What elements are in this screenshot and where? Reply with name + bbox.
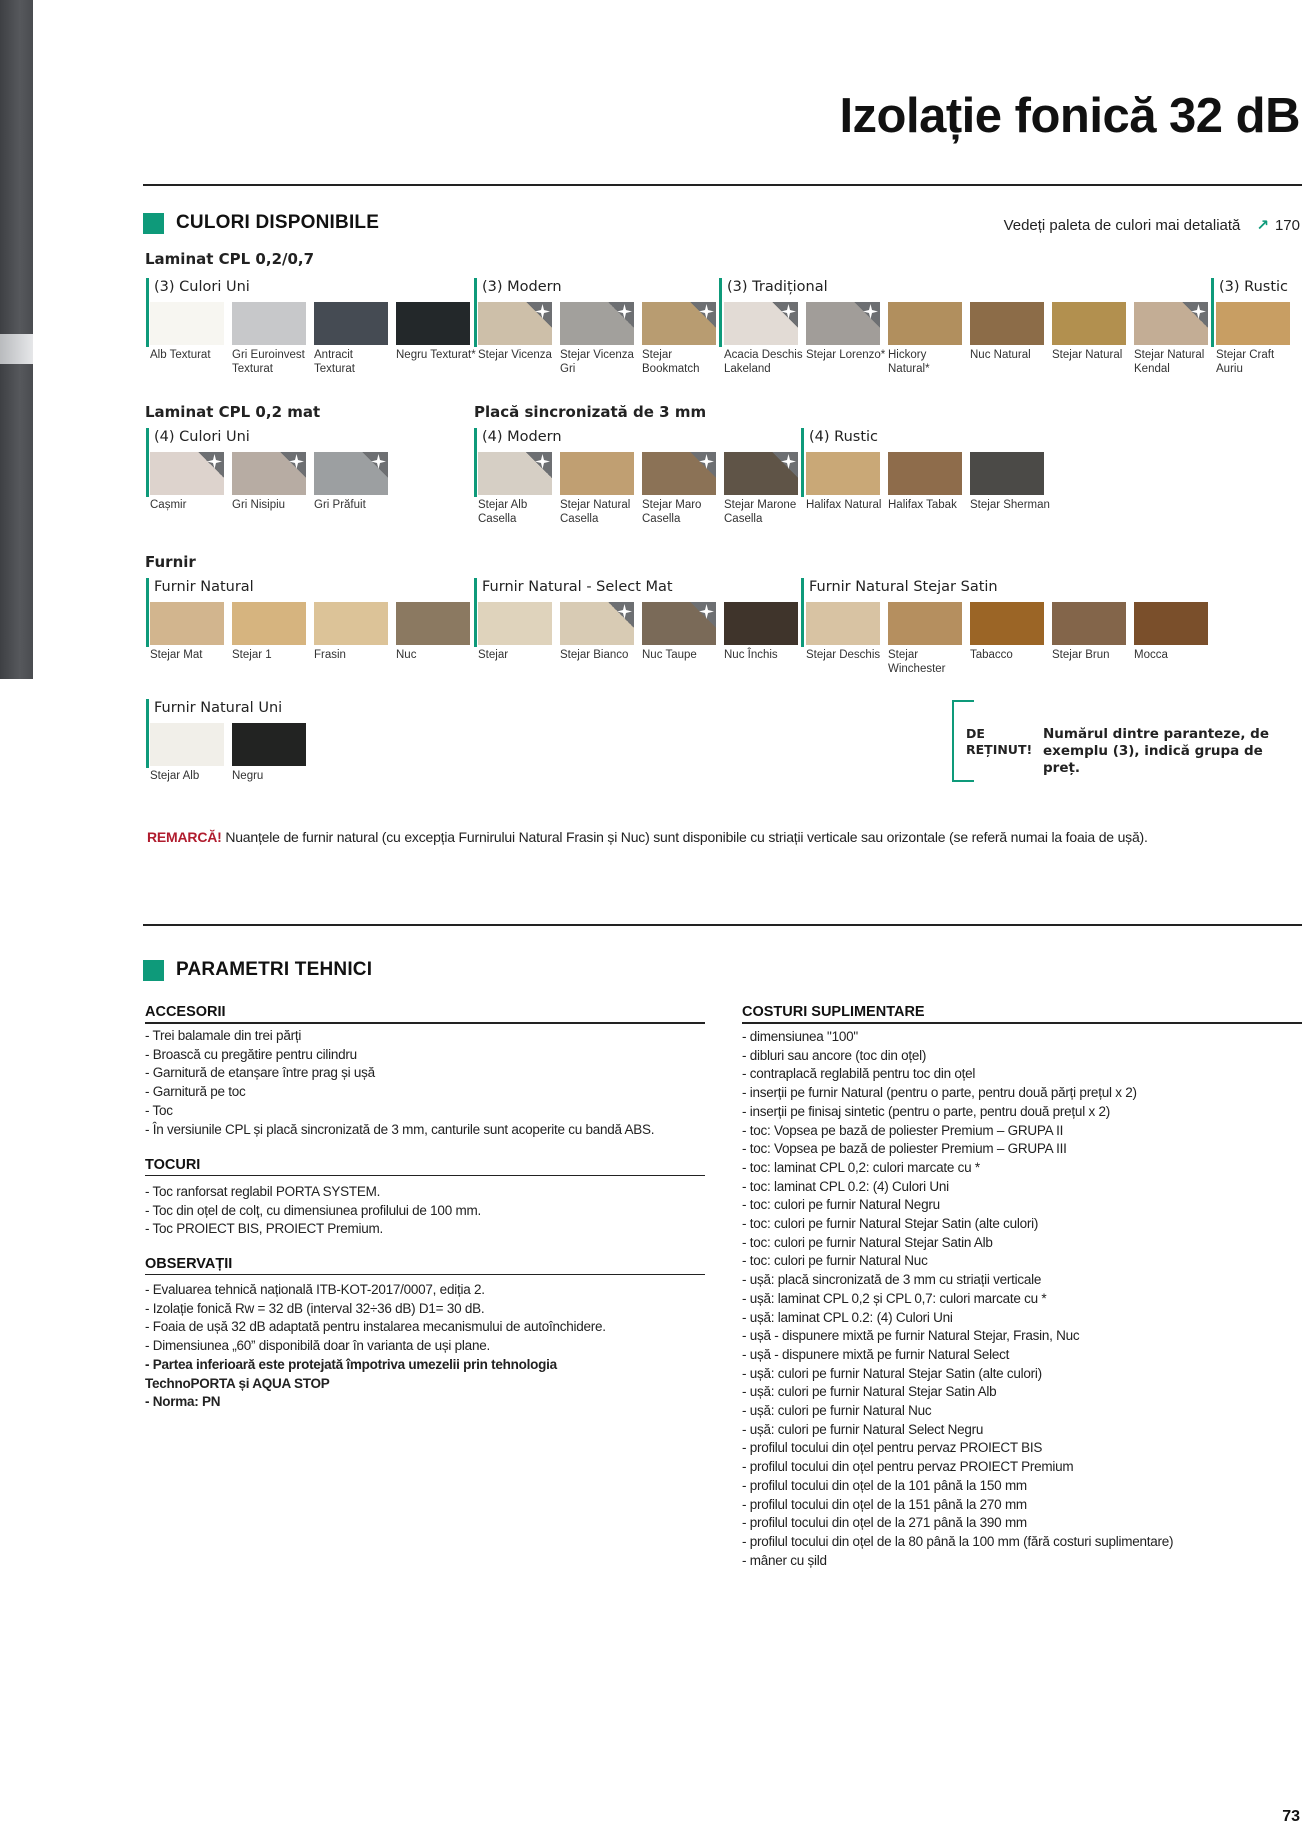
color-swatch-gri-nisipiu bbox=[232, 452, 306, 495]
list-accesorii bbox=[145, 1027, 654, 1139]
color-swatch-stejar-craft-auriu bbox=[1216, 302, 1290, 345]
list-observatii bbox=[145, 1281, 606, 1412]
subhead-placa: Placă sincronizată de 3 mm bbox=[474, 403, 707, 421]
group-label-furnir-select: Furnir Natural - Select Mat bbox=[474, 578, 673, 597]
swatch-caption: Stejar Brun bbox=[1052, 649, 1110, 661]
color-swatch-halifax-natural bbox=[806, 452, 880, 495]
list-item: - profilul tocului din oțel de la 271 până la 390 mm bbox=[742, 1515, 1027, 1531]
swatch-caption: Stejar Bianco bbox=[560, 649, 629, 661]
sparkle-icon bbox=[608, 302, 634, 328]
group-bar bbox=[719, 297, 722, 347]
color-swatch-acacia-deschis-lakeland bbox=[724, 302, 798, 345]
list-item: - Evaluarea tehnică națională ITB-KOT-2017/0007, ediția 2. bbox=[145, 1282, 485, 1297]
swatch-caption: Stejar Winchester bbox=[888, 649, 946, 675]
list-item: - Foaia de ușă 32 dB adaptată pentru instalarea mecanismului de autoînchidere. bbox=[145, 1319, 606, 1335]
group-bar bbox=[474, 297, 477, 347]
list-item: - toc: culori pe furnir Natural Negru bbox=[742, 1197, 940, 1213]
top-divider bbox=[143, 184, 1302, 186]
list-item-bold: - Partea inferioară este protejată împotriva umezelii prin tehnologia bbox=[145, 1356, 557, 1372]
list-item: - Garnitură de etanșare între prag și ușă bbox=[145, 1065, 375, 1081]
color-swatch-stejar-bookmatch bbox=[642, 302, 716, 345]
swatch-caption: Nuc Taupe bbox=[642, 649, 697, 661]
list-item: - Izolație fonică Rw = 32 dB (interval 32÷36 dB) D1= 30 dB. bbox=[145, 1300, 485, 1316]
list-item: - Toc bbox=[145, 1102, 173, 1118]
heading-accesorii: ACCESORII bbox=[145, 1004, 705, 1024]
sparkle-icon bbox=[690, 452, 716, 478]
color-swatch-stejar bbox=[478, 602, 552, 645]
swatch-caption: Nuc Închis bbox=[724, 649, 778, 661]
subhead-laminat-mat: Laminat CPL 0,2 mat bbox=[145, 403, 321, 421]
list-costuri bbox=[742, 1028, 1173, 1570]
palette-link-text[interactable]: Vedeți paleta de culori mai detaliată bbox=[1003, 216, 1241, 234]
list-item: - toc: laminat CPL 0,2: culori marcate cu * bbox=[742, 1159, 980, 1175]
note-label-line: DE bbox=[966, 726, 985, 741]
swatch-caption: Halifax Tabak bbox=[888, 499, 957, 511]
swatch-caption: Stejar Lorenzo* bbox=[806, 349, 886, 361]
color-swatch-alb-texturat bbox=[150, 302, 224, 345]
note-label bbox=[966, 726, 1032, 758]
color-swatch-stejar-sherman bbox=[970, 452, 1044, 495]
swatch-caption: Alb Texturat bbox=[150, 349, 211, 361]
swatch-caption: Stejar Alb Casella bbox=[478, 499, 528, 525]
subhead-laminat-cpl: Laminat CPL 0,2/0,7 bbox=[145, 250, 315, 268]
list-item-bold: - Norma: PN bbox=[145, 1394, 221, 1410]
swatch-caption: Tabacco bbox=[970, 649, 1013, 661]
sparkle-icon bbox=[526, 302, 552, 328]
square-bullet-icon bbox=[143, 213, 164, 234]
color-swatch-stejar-winchester bbox=[888, 602, 962, 645]
heading-tocuri: TOCURI bbox=[145, 1157, 705, 1176]
swatch-caption: Stejar Alb bbox=[150, 770, 200, 782]
page-title: Izolație fonică 32 dB bbox=[839, 89, 1300, 143]
list-item: - profilul tocului din oțel de la 80 până la 100 mm (fără costuri suplimentare) bbox=[742, 1533, 1174, 1549]
list-item: - profilul tocului din oțel pentru pervaz PROIECT BIS bbox=[742, 1440, 1043, 1456]
group-bar bbox=[146, 597, 149, 647]
list-item: - profilul tocului din oțel de la 151 până la 270 mm bbox=[742, 1496, 1027, 1512]
swatch-caption: Stejar Craft Auriu bbox=[1216, 349, 1275, 375]
section-heading-tech bbox=[143, 959, 372, 981]
list-item: - ușă: laminat CPL 0,2 și CPL 0,7: culori marcate cu * bbox=[742, 1290, 1047, 1306]
color-swatch-halifax-tabak bbox=[888, 452, 962, 495]
list-item: - profilul tocului din oțel de la 101 până la 150 mm bbox=[742, 1477, 1027, 1493]
swatch-caption: Halifax Natural bbox=[806, 499, 882, 511]
swatch-caption: Hickory Natural* bbox=[888, 349, 930, 375]
sparkle-icon bbox=[772, 302, 798, 328]
color-swatch-stejar-vicenza-gri bbox=[560, 302, 634, 345]
color-swatch-stejar-alb-casella bbox=[478, 452, 552, 495]
swatch-caption: Stejar Natural bbox=[1052, 349, 1123, 361]
color-swatch-mocca bbox=[1134, 602, 1208, 645]
group-label-furnir-satin: Furnir Natural Stejar Satin bbox=[801, 578, 998, 597]
color-swatch-stejar-lorenzo bbox=[806, 302, 880, 345]
section-heading-text: CULORI DISPONIBILE bbox=[176, 212, 380, 233]
swatch-caption: Stejar bbox=[478, 649, 509, 661]
color-swatch-stejar-mat bbox=[150, 602, 224, 645]
palette-link-page[interactable]: 170 bbox=[1274, 216, 1300, 234]
swatch-caption: Gri Nisipiu bbox=[232, 499, 286, 511]
list-item: - toc: Vopsea pe bază de poliester Premium – GRUPA III bbox=[742, 1141, 1067, 1157]
group-bar bbox=[146, 718, 149, 768]
swatch-caption: Nuc Natural bbox=[970, 349, 1031, 361]
sparkle-icon bbox=[280, 452, 306, 478]
swatch-caption: Stejar Mat bbox=[150, 649, 203, 661]
color-swatch-stejar-natural bbox=[1052, 302, 1126, 345]
swatch-caption: Stejar Sherman bbox=[970, 499, 1050, 511]
group-label-culori-uni-mat: (4) Culori Uni bbox=[146, 428, 250, 447]
swatch-caption: Antracit Texturat bbox=[314, 349, 355, 375]
group-label-modern: (3) Modern bbox=[474, 278, 562, 297]
list-item: - toc: culori pe furnir Natural Nuc bbox=[742, 1253, 928, 1269]
section-heading-text: PARAMETRI TEHNICI bbox=[176, 959, 373, 980]
color-swatch-stejar-natural-kendal bbox=[1134, 302, 1208, 345]
mid-divider bbox=[143, 924, 1302, 926]
list-item: - toc: culori pe furnir Natural Stejar Satin (alte culori) bbox=[742, 1216, 1039, 1232]
sparkle-icon bbox=[608, 602, 634, 628]
group-label-placa-modern: (4) Modern bbox=[474, 428, 562, 447]
list-item: - dimensiunea "100" bbox=[742, 1029, 858, 1044]
group-label-rustic: (3) Rustic bbox=[1211, 278, 1288, 297]
color-swatch-negru-texturat bbox=[396, 302, 470, 345]
list-item: - dibluri sau ancore (toc din oțel) bbox=[742, 1047, 927, 1063]
sparkle-icon bbox=[526, 452, 552, 478]
sparkle-icon bbox=[690, 302, 716, 328]
group-bar bbox=[801, 447, 804, 497]
color-swatch-stejar-alb bbox=[150, 723, 224, 766]
list-item: - Broască cu pregătire pentru cilindru bbox=[145, 1046, 357, 1062]
list-item: - ușă - dispunere mixtă pe furnir Natural Select bbox=[742, 1346, 1010, 1362]
swatch-caption: Stejar Maro Casella bbox=[642, 499, 702, 525]
color-swatch-casmir bbox=[150, 452, 224, 495]
list-item: - toc: laminat CPL 0.2: (4) Culori Uni bbox=[742, 1178, 949, 1194]
color-swatch-stejar-maro-casella bbox=[642, 452, 716, 495]
remark-text: Nuanțele de furnir natural (cu excepția Furnirului Natural Frasin și Nuc) sunt disponibile cu striații verticale sau orizontale (se referă numai la foaia de ușă). bbox=[221, 829, 1148, 845]
group-label-furnir-uni: Furnir Natural Uni bbox=[146, 699, 282, 718]
group-bar bbox=[1211, 297, 1214, 347]
swatch-caption: Gri Prăfuit bbox=[314, 499, 366, 511]
color-swatch-nuc-natural bbox=[970, 302, 1044, 345]
heading-observatii: OBSERVAȚII bbox=[145, 1256, 705, 1275]
list-item: - Trei balamale din trei părți bbox=[145, 1028, 302, 1043]
swatch-caption: Stejar 1 bbox=[232, 649, 272, 661]
sparkle-icon bbox=[854, 302, 880, 328]
swatch-caption: Mocca bbox=[1134, 649, 1168, 661]
group-bar bbox=[801, 597, 804, 647]
group-label-placa-rustic: (4) Rustic bbox=[801, 428, 878, 447]
list-item: - Toc PROIECT BIS, PROIECT Premium. bbox=[145, 1221, 384, 1237]
side-edge-notch bbox=[0, 334, 33, 364]
group-bar bbox=[146, 447, 149, 497]
list-item: - profilul tocului din oțel pentru pervaz PROIECT Premium bbox=[742, 1459, 1074, 1475]
color-swatch-antracit-texturat bbox=[314, 302, 388, 345]
color-swatch-tabacco bbox=[970, 602, 1044, 645]
list-item-bold: TechnoPORTA și AQUA STOP bbox=[145, 1375, 330, 1391]
color-swatch-nuc-inchis bbox=[724, 602, 798, 645]
sparkle-icon bbox=[1182, 302, 1208, 328]
heading-costuri: COSTURI SUPLIMENTARE bbox=[742, 1004, 1302, 1024]
sparkle-icon bbox=[690, 602, 716, 628]
color-swatch-nuc bbox=[396, 602, 470, 645]
color-swatch-gri-euroinvest-texturat bbox=[232, 302, 306, 345]
list-item: - inserții pe furnir Natural (pentru o parte, pentru două părți prețul x 2) bbox=[742, 1085, 1137, 1101]
swatch-caption: Negru Texturat* bbox=[396, 349, 476, 361]
list-item: - ușă: culori pe furnir Natural Select Negru bbox=[742, 1421, 984, 1437]
color-swatch-stejar-brun bbox=[1052, 602, 1126, 645]
list-tocuri bbox=[145, 1183, 481, 1239]
sparkle-icon bbox=[198, 452, 224, 478]
group-bar bbox=[474, 447, 477, 497]
palette-link[interactable] bbox=[1004, 216, 1300, 234]
swatch-caption: Stejar Natural Kendal bbox=[1134, 349, 1205, 375]
swatch-caption: Gri Euroinvest Texturat bbox=[232, 349, 305, 375]
remark-label: REMARCĂ! bbox=[147, 829, 222, 845]
sparkle-icon bbox=[362, 452, 388, 478]
subhead-furnir: Furnir bbox=[145, 553, 196, 571]
swatch-caption: Negru bbox=[232, 770, 264, 782]
swatch-caption: Nuc bbox=[396, 649, 417, 661]
color-swatch-gri-prafuit bbox=[314, 452, 388, 495]
swatch-caption: Stejar Vicenza bbox=[478, 349, 552, 361]
list-item: - ușă: culori pe furnir Natural Stejar Satin Alb bbox=[742, 1384, 997, 1400]
group-bar bbox=[146, 297, 149, 347]
group-bar bbox=[474, 597, 477, 647]
color-swatch-stejar-deschis bbox=[806, 602, 880, 645]
swatch-caption: Stejar Deschis bbox=[806, 649, 881, 661]
section-heading-colors bbox=[143, 212, 379, 234]
color-swatch-hickory-natural bbox=[888, 302, 962, 345]
list-item: - ușă - dispunere mixtă pe furnir Natural Stejar, Frasin, Nuc bbox=[742, 1328, 1080, 1344]
remark bbox=[147, 829, 1148, 845]
square-bullet-icon bbox=[143, 960, 164, 981]
color-swatch-stejar-vicenza bbox=[478, 302, 552, 345]
swatch-caption: Stejar Vicenza Gri bbox=[560, 349, 634, 375]
sparkle-icon bbox=[772, 452, 798, 478]
list-item: - inserții pe finisaj sintetic (pentru o parte, pentru două prețul x 2) bbox=[742, 1103, 1110, 1119]
list-item: - Dimensiunea „60” disponibilă doar în varianta de uși plane. bbox=[145, 1338, 490, 1354]
list-item: - Toc ranforsat reglabil PORTA SYSTEM. bbox=[145, 1184, 381, 1199]
list-item: - ușă: laminat CPL 0.2: (4) Culori Uni bbox=[742, 1309, 953, 1325]
list-item: - toc: culori pe furnir Natural Stejar Satin Alb bbox=[742, 1234, 993, 1250]
page-number: 73 bbox=[1282, 1808, 1300, 1825]
color-swatch-negru bbox=[232, 723, 306, 766]
group-label-furnir-natural: Furnir Natural bbox=[146, 578, 254, 597]
swatch-caption: Stejar Marone Casella bbox=[724, 499, 797, 525]
list-item: - Garnitură pe toc bbox=[145, 1084, 246, 1100]
color-swatch-stejar-1 bbox=[232, 602, 306, 645]
swatch-caption: Frasin bbox=[314, 649, 346, 661]
color-swatch-stejar-marone-casella bbox=[724, 452, 798, 495]
side-edge-bar bbox=[0, 0, 33, 679]
swatch-caption: Stejar Natural Casella bbox=[560, 499, 631, 525]
list-item: - contraplacă reglabilă pentru toc din oțel bbox=[742, 1066, 976, 1082]
note-label-line: REȚINUT! bbox=[966, 742, 1033, 757]
list-item: - ușă: placă sincronizată de 3 mm cu striații verticale bbox=[742, 1272, 1042, 1288]
swatch-caption: Acacia Deschis Lakeland bbox=[724, 349, 803, 375]
group-label-culori-uni: (3) Culori Uni bbox=[146, 278, 250, 297]
list-item: - ușă: culori pe furnir Natural Nuc bbox=[742, 1403, 932, 1419]
swatch-caption: Cașmir bbox=[150, 499, 187, 511]
list-item: - Toc din oțel de colț, cu dimensiunea profilului de 100 mm. bbox=[145, 1202, 481, 1218]
list-item: - toc: Vopsea pe bază de poliester Premium – GRUPA II bbox=[742, 1122, 1064, 1138]
list-item: - ușă: culori pe furnir Natural Stejar Satin (alte culori) bbox=[742, 1365, 1042, 1381]
color-swatch-stejar-natural-casella bbox=[560, 452, 634, 495]
group-label-traditional: (3) Tradițional bbox=[719, 278, 828, 297]
list-item: - mâner cu șild bbox=[742, 1552, 827, 1568]
list-item: - În versiunile CPL și placă sincronizată de 3 mm, canturile sunt acoperite cu bandă ABS. bbox=[145, 1121, 655, 1137]
note-text: Numărul dintre paranteze, de exemplu (3), indică grupa de preț. bbox=[1043, 726, 1269, 776]
color-swatch-frasin bbox=[314, 602, 388, 645]
color-swatch-nuc-taupe bbox=[642, 602, 716, 645]
swatch-caption: Stejar Bookmatch bbox=[642, 349, 700, 375]
arrow-up-right-icon: ↗ bbox=[1256, 217, 1269, 234]
color-swatch-stejar-bianco bbox=[560, 602, 634, 645]
